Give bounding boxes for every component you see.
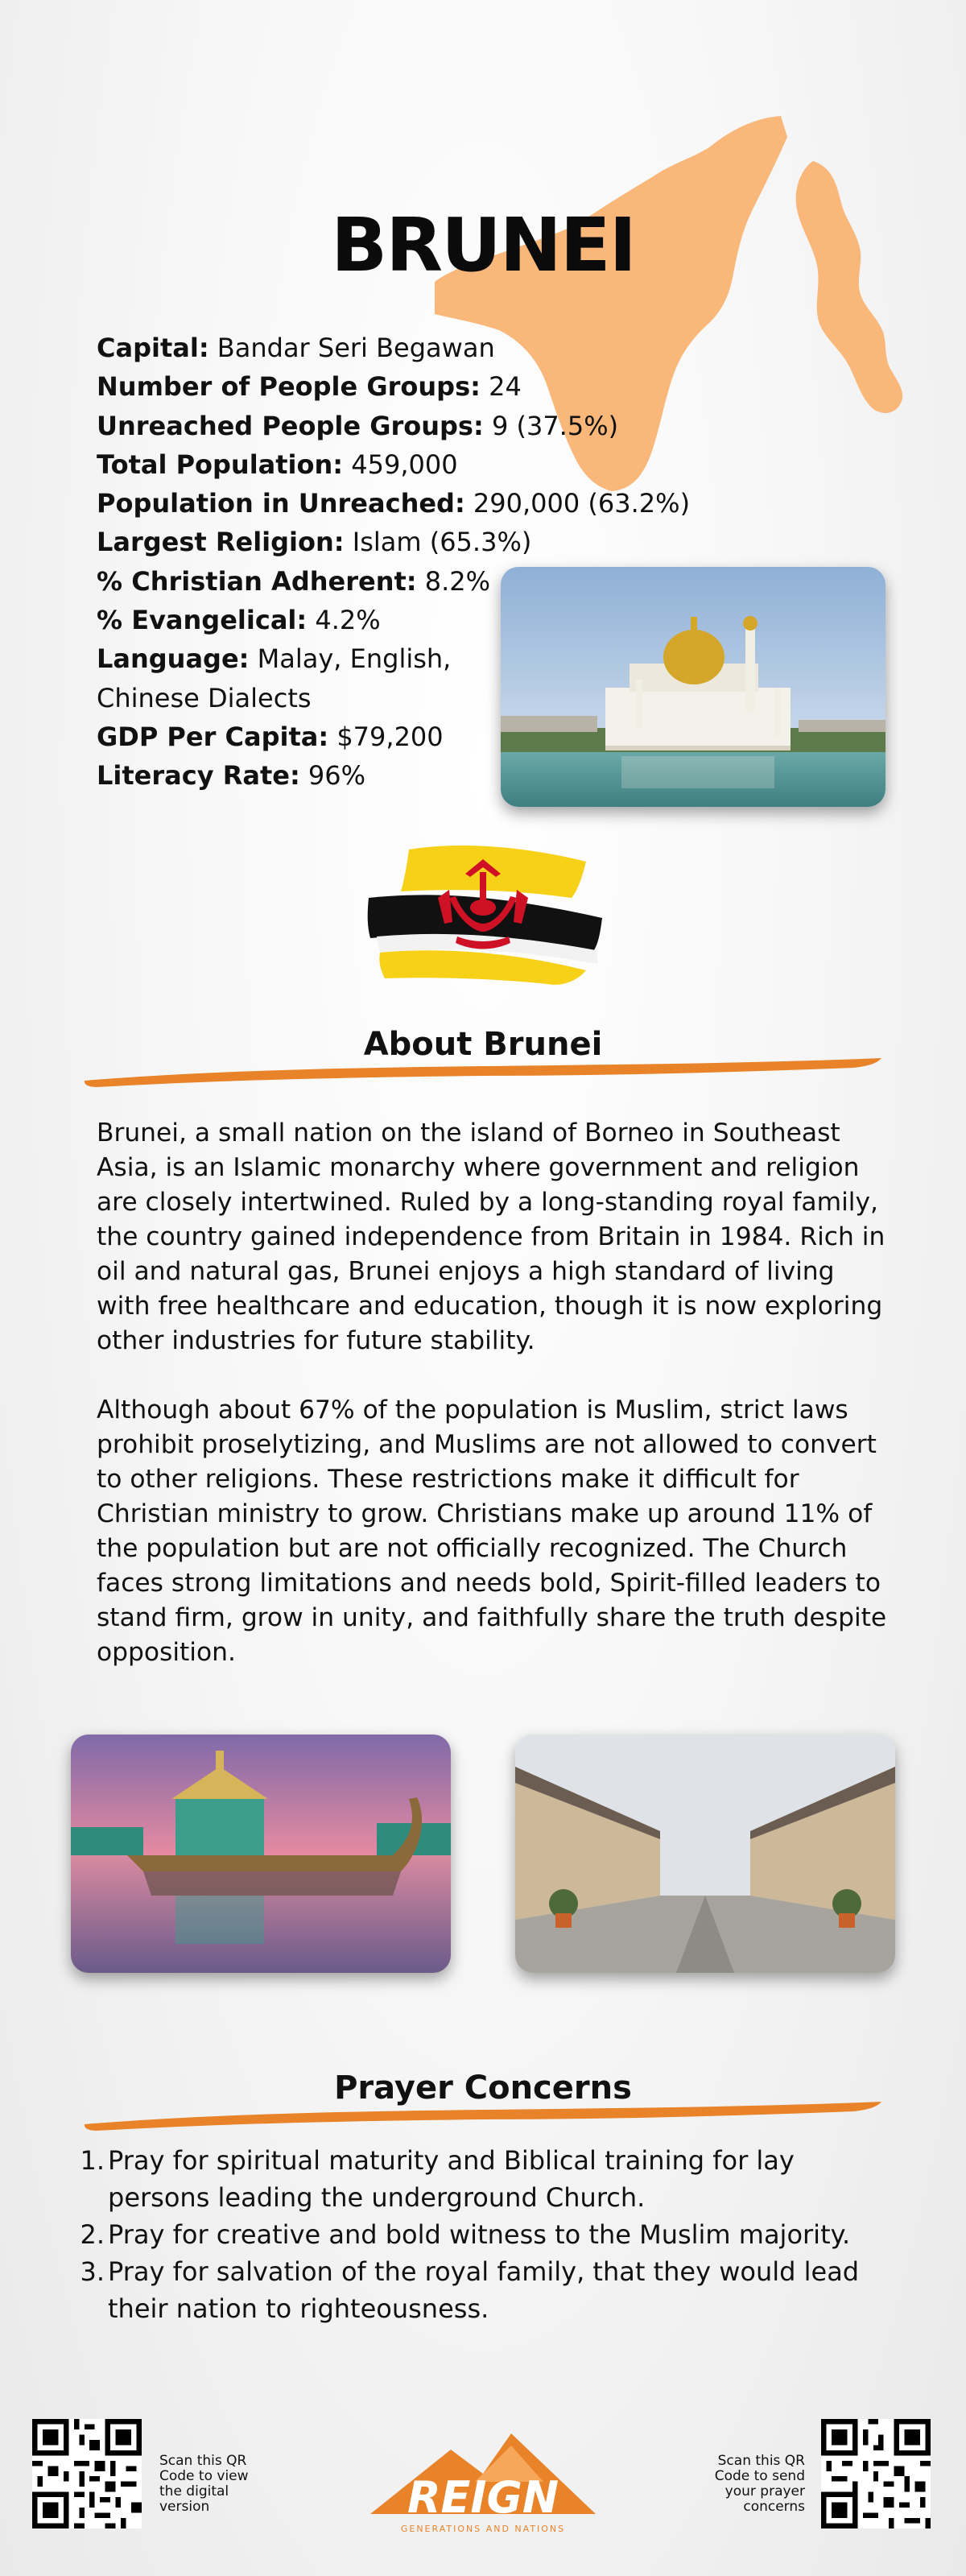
- prayer-text: Pray for spiritual maturity and Biblical training for lay persons leading the underground Church.: [108, 2145, 795, 2213]
- stat-total-population: [97, 445, 708, 484]
- logo-wordmark: REIGN: [407, 2472, 559, 2523]
- stat-value: 24: [489, 371, 522, 403]
- stat-label: Literacy Rate:: [97, 760, 300, 792]
- mosque-photo: [501, 567, 886, 807]
- royal-barge-photo: [71, 1735, 451, 1973]
- qr-caption-digital-version: Scan this QR Code to view the digital version: [159, 2453, 249, 2515]
- stat-value: Malay, English, Chinese Dialects: [97, 643, 452, 713]
- stat-value: 9 (37.5%): [491, 410, 619, 441]
- stat-value: 96%: [308, 760, 366, 792]
- stat-label: Largest Religion:: [97, 527, 345, 558]
- stat-label: % Christian Adherent:: [97, 565, 417, 597]
- stat-label: Number of People Groups:: [97, 371, 481, 403]
- stat-language: [97, 639, 515, 717]
- brunei-flag: [361, 841, 607, 986]
- prayer-item: [71, 2142, 892, 2216]
- prayer-number: 2.: [80, 2219, 105, 2250]
- stat-label: GDP Per Capita:: [97, 721, 329, 752]
- qr-code-prayer-concerns[interactable]: [821, 2419, 931, 2528]
- stat-value: 459,000: [351, 449, 458, 480]
- orange-brush-underline: [80, 2100, 886, 2132]
- qr-code-digital-version[interactable]: [32, 2419, 142, 2528]
- stat-label: Total Population:: [97, 449, 344, 480]
- stat-value: 4.2%: [315, 605, 381, 636]
- reign-logo: [354, 2425, 612, 2538]
- prayer-text: Pray for creative and bold witness to the Muslim majority.: [108, 2219, 851, 2250]
- stat-value: 8.2%: [424, 565, 491, 597]
- page-title: BRUNEI: [331, 202, 635, 288]
- qr-caption-prayer-concerns: Scan this QR Code to send your prayer concerns: [714, 2453, 805, 2515]
- stat-value: $79,200: [336, 721, 444, 752]
- about-body: [97, 1116, 890, 1705]
- stat-label: % Evangelical:: [97, 605, 308, 636]
- stat-largest-religion: [97, 523, 708, 561]
- prayer-number: 3.: [80, 2256, 105, 2287]
- stat-value: Bandar Seri Begawan: [217, 333, 495, 363]
- stat-capital: [97, 329, 708, 367]
- prayer-number: 1.: [80, 2145, 105, 2176]
- stat-unreached-groups: [97, 407, 708, 445]
- prayer-text: Pray for salvation of the royal family, that they would lead their nation to righteousness.: [108, 2256, 860, 2324]
- prayer-list: [71, 2142, 892, 2327]
- about-paragraph: Although about 67% of the population is Muslim, strict laws prohibit proselytizing, and Muslims are not allowed to convert to other religions. These restrictions make it difficult for Christian ministry to grow. Christians make up around 11% of the population but are not officially recognized. The Church faces strong limitations and needs bold, Spirit-filled leaders to stand firm, grow in unity, and faithfully share the truth despite opposition.: [97, 1396, 887, 1667]
- stat-label: Capital:: [97, 333, 209, 363]
- about-heading: About Brunei: [363, 1026, 603, 1063]
- stat-label: Population in Unreached:: [97, 488, 465, 519]
- stat-label: Language:: [97, 643, 250, 675]
- prayer-item: [71, 2216, 892, 2253]
- street-photo: [515, 1735, 895, 1973]
- orange-brush-underline: [80, 1056, 886, 1089]
- stat-value: Islam (65.3%): [352, 527, 532, 558]
- stat-population-unreached: [97, 484, 708, 523]
- stat-people-groups: [97, 367, 708, 406]
- about-paragraph: Brunei, a small nation on the island of Borneo in Southeast Asia, is an Islamic monarchy where government and religion are closely intertwined. Ruled by a long-standing royal family, the country gained independence from Britain in 1984. Rich in oil and natural gas, Brunei enjoys a high standard of living with free healthcare and education, though it is now exploring other industries for future stability.: [97, 1118, 886, 1355]
- stat-value: 290,000 (63.2%): [473, 488, 691, 519]
- logo-tagline: GENERATIONS AND NATIONS: [400, 2524, 566, 2534]
- stat-label: Unreached People Groups:: [97, 410, 484, 441]
- prayer-heading: Prayer Concerns: [334, 2069, 632, 2107]
- prayer-item: [71, 2253, 892, 2327]
